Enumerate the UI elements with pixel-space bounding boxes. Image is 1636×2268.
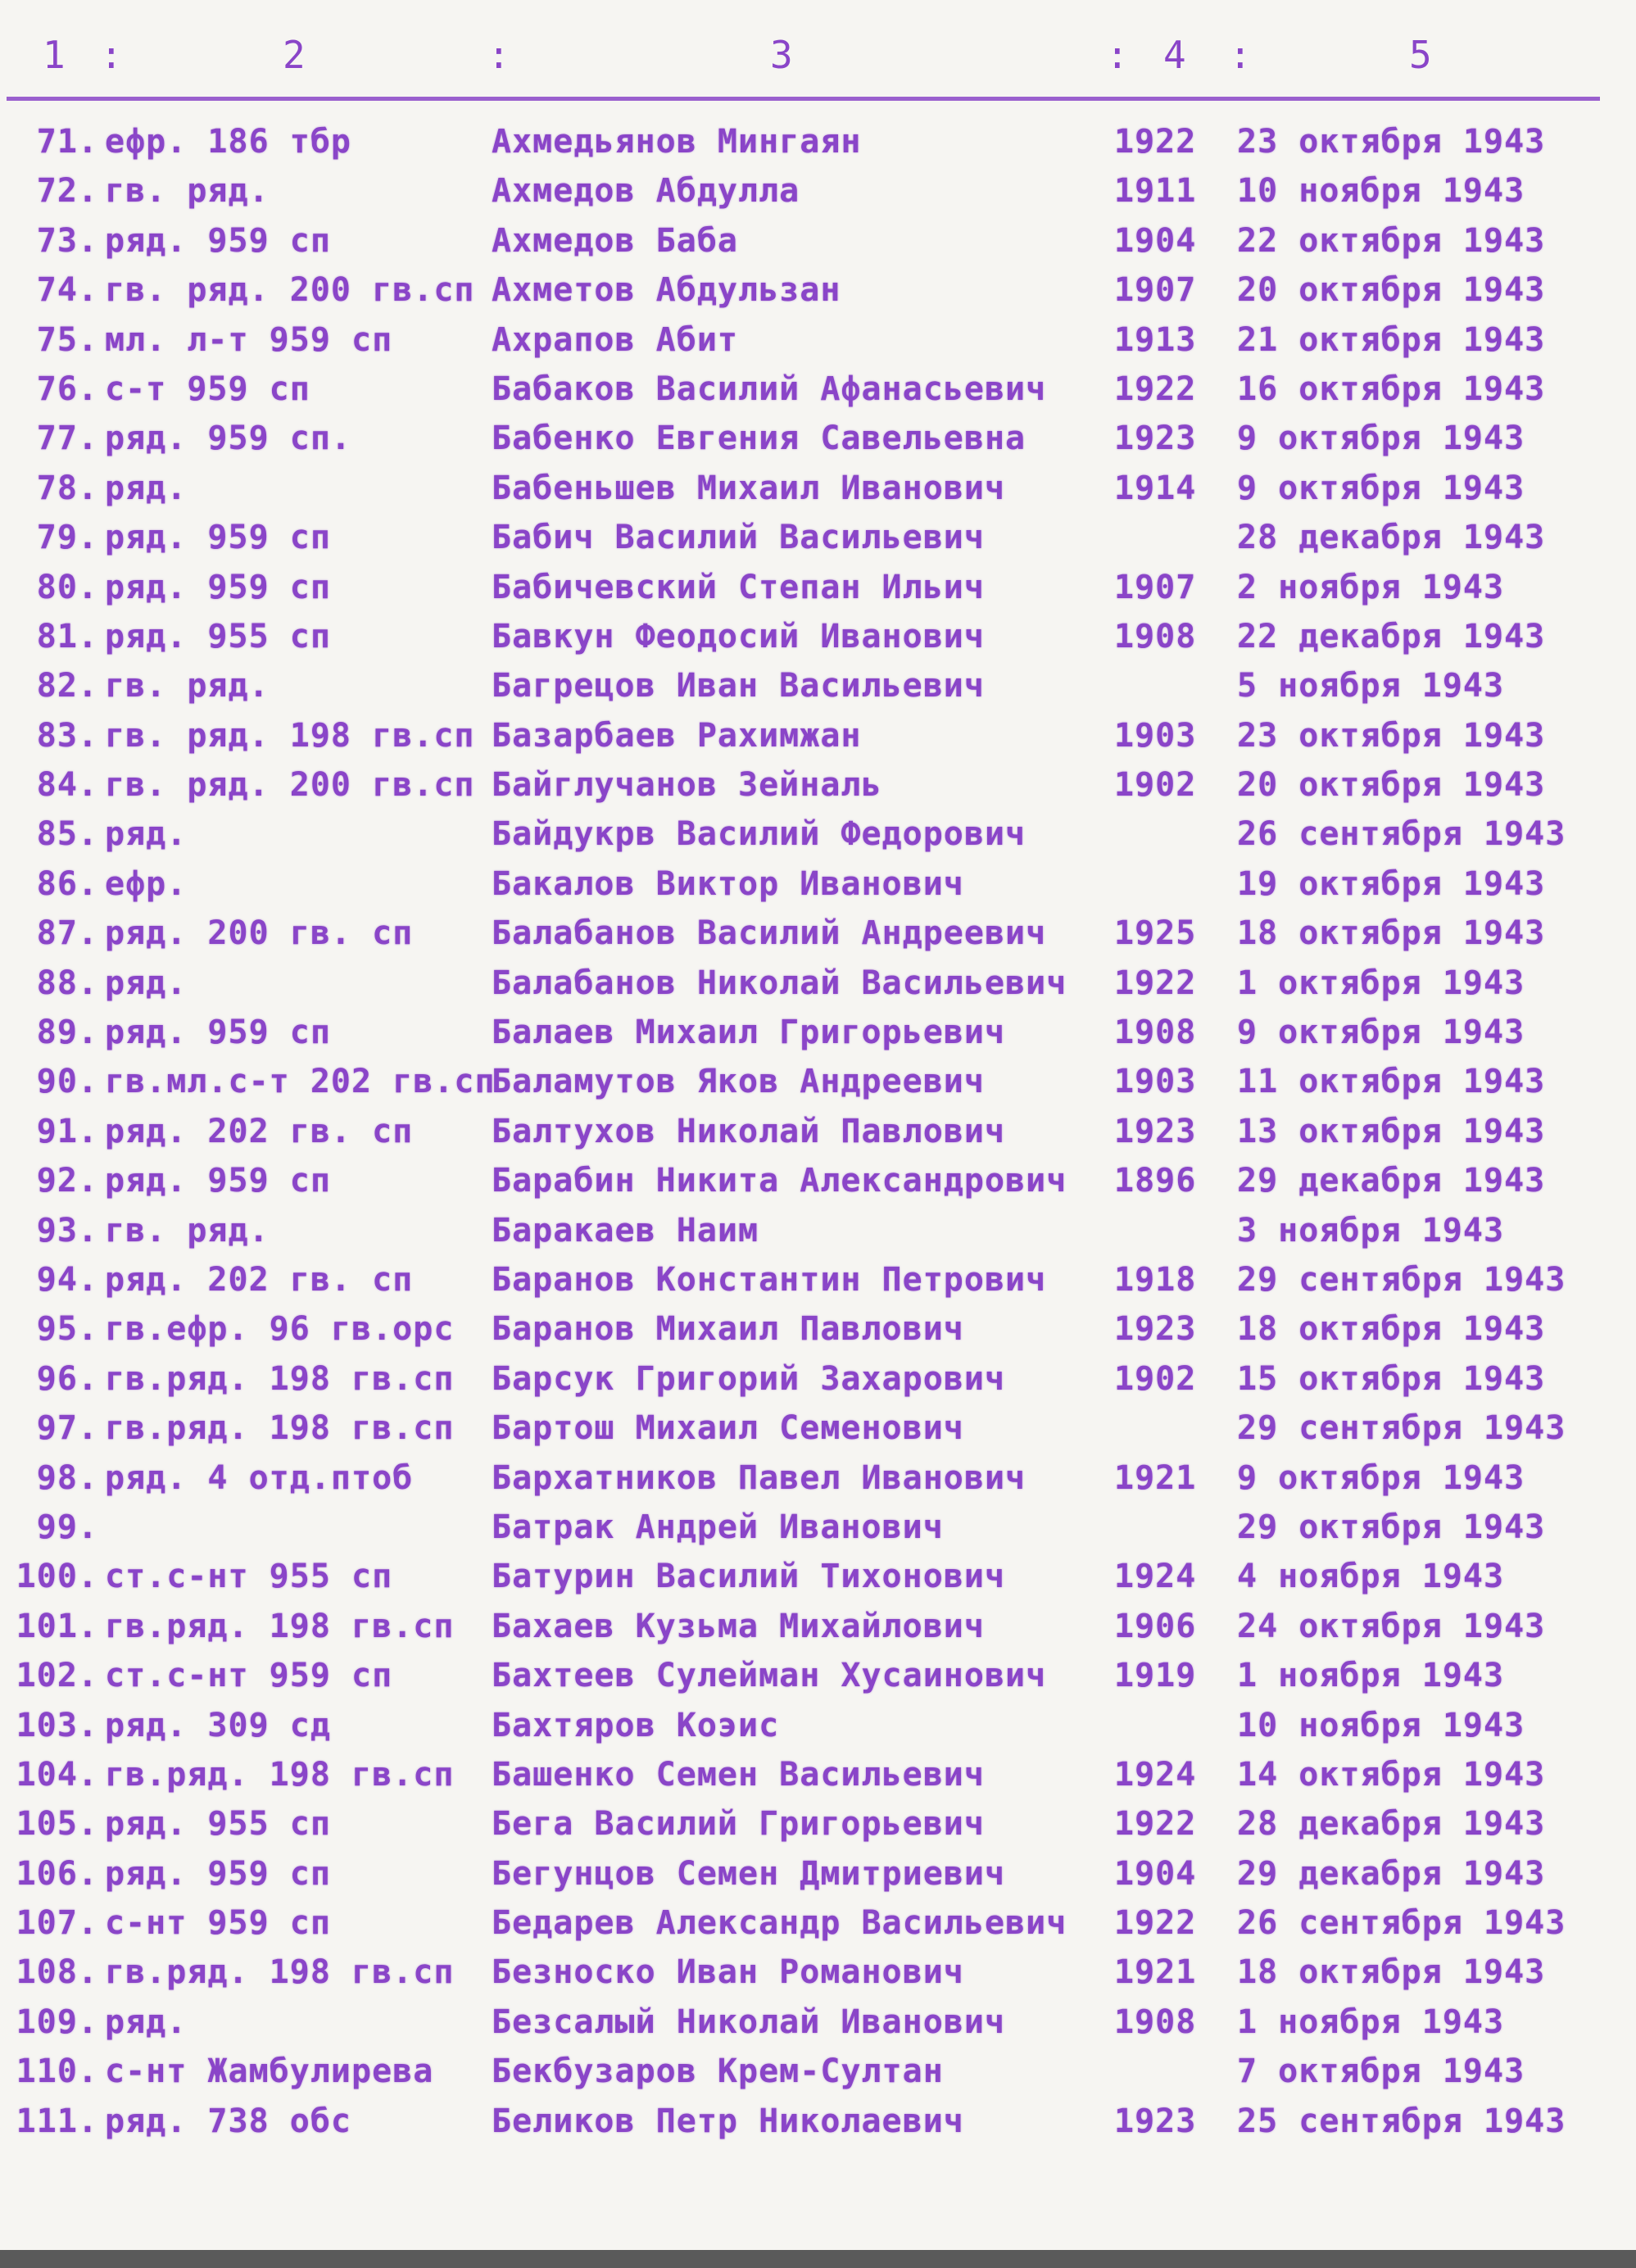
rank-unit: ряд. 738 обс	[105, 2102, 351, 2140]
rank-unit: ряд. 202 гв. сп	[105, 1112, 414, 1150]
full-name: Баламутов Яков Андреевич	[492, 1063, 985, 1101]
death-date: 4 ноября 1943	[1237, 1558, 1505, 1596]
full-name: Багрецов Иван Васильевич	[492, 667, 985, 705]
table-row	[0, 420, 1636, 469]
rank-unit: ряд. 959 сп	[105, 568, 331, 606]
full-name: Ахмедьянов Мингаян	[492, 123, 862, 161]
table-row	[0, 815, 1636, 864]
full-name: Бабенко Евгения Савельевна	[492, 420, 1026, 458]
row-number: 73.	[36, 221, 98, 260]
table-row	[0, 964, 1636, 1014]
full-name: Бекбузаров Крем-Султан	[492, 2053, 944, 2091]
birth-year: 1922	[1114, 370, 1197, 408]
full-name: Баранов Константин Петрович	[492, 1260, 1047, 1299]
death-date: 24 октября 1943	[1237, 1607, 1546, 1645]
rank-unit: ряд.	[105, 815, 188, 854]
table-row	[0, 1162, 1636, 1211]
row-number: 81.	[36, 617, 98, 655]
column-header-5: 5	[1409, 33, 1434, 77]
birth-year: 1907	[1114, 271, 1197, 310]
full-name: Баранов Михаил Павлович	[492, 1310, 964, 1349]
rank-unit: с-нт Жамбулирева	[105, 2053, 434, 2091]
rank-unit: гв.ряд. 198 гв.сп	[105, 1755, 455, 1794]
full-name: Беликов Петр Николаевич	[492, 2102, 964, 2140]
rank-unit: ряд. 955 сп	[105, 617, 331, 655]
rank-unit: гв. ряд.	[105, 172, 270, 211]
death-date: 13 октября 1943	[1237, 1112, 1546, 1150]
full-name: Бахаев Кузьма Михайлович	[492, 1607, 985, 1645]
column-separator: :	[487, 33, 512, 77]
row-number: 82.	[36, 667, 98, 705]
birth-year: 1922	[1114, 1904, 1197, 1943]
death-date: 14 октября 1943	[1237, 1755, 1546, 1794]
birth-year: 1908	[1114, 1014, 1197, 1052]
table-row	[0, 1805, 1636, 1854]
death-date: 21 октября 1943	[1237, 320, 1546, 359]
full-name: Башенко Семен Васильевич	[492, 1755, 985, 1794]
row-number: 111.	[16, 2102, 98, 2140]
rank-unit: гв. ряд. 198 гв.сп	[105, 716, 475, 755]
table-row	[0, 321, 1636, 370]
rank-unit: гв. ряд.	[105, 667, 270, 705]
table-row	[0, 1113, 1636, 1162]
full-name: Ахмедов Абдулла	[492, 172, 800, 211]
birth-year: 1921	[1114, 1458, 1197, 1497]
rank-unit: гв. ряд. 200 гв.сп	[105, 766, 475, 805]
table-row	[0, 1657, 1636, 1706]
table-row	[0, 766, 1636, 815]
row-number: 83.	[36, 716, 98, 755]
birth-year: 1904	[1114, 221, 1197, 260]
rank-unit: с-т 959 сп	[105, 370, 310, 408]
row-number: 103.	[16, 1706, 98, 1744]
death-date: 3 ноября 1943	[1237, 1211, 1505, 1250]
death-date: 9 октября 1943	[1237, 469, 1525, 507]
row-number: 87.	[36, 914, 98, 953]
table-row	[0, 469, 1636, 519]
rank-unit: ефр.	[105, 864, 188, 903]
row-number: 94.	[36, 1260, 98, 1299]
full-name: Батрак Андрей Иванович	[492, 1508, 944, 1546]
row-number: 99.	[36, 1508, 98, 1546]
table-row	[0, 1707, 1636, 1756]
full-name: Батурин Василий Тихонович	[492, 1558, 1006, 1596]
table-row	[0, 172, 1636, 221]
row-number: 76.	[36, 370, 98, 408]
row-number: 91.	[36, 1112, 98, 1150]
table-row	[0, 1212, 1636, 1261]
death-date: 7 октября 1943	[1237, 2053, 1525, 2091]
row-number: 96.	[36, 1359, 98, 1398]
row-number: 106.	[16, 1854, 98, 1893]
death-date: 1 ноября 1943	[1237, 2003, 1505, 2041]
row-number: 108.	[16, 1953, 98, 1992]
full-name: Бега Василий Григорьевич	[492, 1805, 985, 1844]
death-date: 22 октября 1943	[1237, 221, 1546, 260]
full-name: Байдукрв Василий Федорович	[492, 815, 1026, 854]
full-name: Баракаев Наим	[492, 1211, 759, 1250]
table-row	[0, 914, 1636, 964]
full-name: Бахтеев Сулейман Хусаинович	[492, 1657, 1047, 1695]
birth-year: 1911	[1114, 172, 1197, 211]
column-separator: :	[1106, 33, 1131, 77]
table-row	[0, 717, 1636, 766]
table-row	[0, 1409, 1636, 1458]
full-name: Бабеньшев Михаил Иванович	[492, 469, 1006, 507]
row-number: 85.	[36, 815, 98, 854]
table-row	[0, 1261, 1636, 1310]
birth-year: 1923	[1114, 1310, 1197, 1349]
row-number: 89.	[36, 1014, 98, 1052]
rank-unit: ряд.	[105, 469, 188, 507]
death-date: 19 октября 1943	[1237, 864, 1546, 903]
table-row	[0, 1014, 1636, 1063]
full-name: Балабанов Николай Васильевич	[492, 964, 1067, 1002]
rank-unit: ряд. 309 сд	[105, 1706, 331, 1744]
row-number: 75.	[36, 320, 98, 359]
rank-unit: гв. ряд. 200 гв.сп	[105, 271, 475, 310]
birth-year: 1922	[1114, 123, 1197, 161]
birth-year: 1923	[1114, 1112, 1197, 1150]
full-name: Безноско Иван Романович	[492, 1953, 964, 1992]
table-row	[0, 1855, 1636, 1904]
birth-year: 1914	[1114, 469, 1197, 507]
row-number: 92.	[36, 1162, 98, 1200]
full-name: Барабин Никита Александрович	[492, 1162, 1067, 1200]
row-number: 105.	[16, 1805, 98, 1844]
full-name: Балтухов Николай Павлович	[492, 1112, 1006, 1150]
birth-year: 1903	[1114, 716, 1197, 755]
death-date: 29 декабря 1943	[1237, 1162, 1546, 1200]
full-name: Бедарев Александр Васильевич	[492, 1904, 1067, 1943]
rank-unit: ст.с-нт 955 сп	[105, 1558, 393, 1596]
birth-year: 1918	[1114, 1260, 1197, 1299]
column-header-4: 4	[1163, 33, 1188, 77]
birth-year: 1913	[1114, 320, 1197, 359]
table-row	[0, 1360, 1636, 1409]
death-date: 23 октября 1943	[1237, 123, 1546, 161]
rank-unit: с-нт 959 сп	[105, 1904, 331, 1943]
row-number: 79.	[36, 519, 98, 557]
birth-year: 1924	[1114, 1755, 1197, 1794]
rank-unit: ряд. 200 гв. сп	[105, 914, 414, 953]
death-date: 9 октября 1943	[1237, 1458, 1525, 1497]
death-date: 10 ноября 1943	[1237, 172, 1525, 211]
table-row	[0, 1459, 1636, 1508]
rank-unit: ряд. 959 сп	[105, 1162, 331, 1200]
row-number: 98.	[36, 1458, 98, 1497]
full-name: Бабаков Василий Афанасьевич	[492, 370, 1047, 408]
full-name: Бахтяров Коэис	[492, 1706, 780, 1744]
death-date: 18 октября 1943	[1237, 1953, 1546, 1992]
rank-unit: ряд. 4 отд.птоб	[105, 1458, 414, 1497]
table-row	[0, 2003, 1636, 2053]
rank-unit: ряд. 959 сп.	[105, 420, 351, 458]
table-row	[0, 667, 1636, 716]
column-separator: :	[1229, 33, 1253, 77]
header-underline	[7, 97, 1600, 101]
table-row	[0, 569, 1636, 618]
table-row	[0, 618, 1636, 667]
death-date: 20 октября 1943	[1237, 766, 1546, 805]
death-date: 25 сентября 1943	[1237, 2102, 1566, 2140]
death-date: 18 октября 1943	[1237, 914, 1546, 953]
rank-unit: гв.ряд. 198 гв.сп	[105, 1953, 455, 1992]
birth-year: 1902	[1114, 766, 1197, 805]
birth-year: 1908	[1114, 2003, 1197, 2041]
death-date: 2 ноября 1943	[1237, 568, 1505, 606]
full-name: Бакалов Виктор Иванович	[492, 864, 964, 903]
column-header-3: 3	[770, 33, 795, 77]
birth-year: 1922	[1114, 964, 1197, 1002]
table-row	[0, 2053, 1636, 2102]
rank-unit: гв.ефр. 96 гв.орс	[105, 1310, 455, 1349]
row-number: 77.	[36, 420, 98, 458]
row-number: 109.	[16, 2003, 98, 2041]
birth-year: 1907	[1114, 568, 1197, 606]
full-name: Ахрапов Абит	[492, 320, 738, 359]
death-date: 1 октября 1943	[1237, 964, 1525, 1002]
row-number: 97.	[36, 1409, 98, 1448]
birth-year: 1921	[1114, 1953, 1197, 1992]
row-number: 84.	[36, 766, 98, 805]
scan-bottom-edge	[0, 2250, 1636, 2268]
rank-unit: гв.мл.с-т 202 гв.сп	[105, 1063, 496, 1101]
row-number: 90.	[36, 1063, 98, 1101]
table-row	[0, 370, 1636, 420]
table-row	[0, 1310, 1636, 1359]
row-number: 102.	[16, 1657, 98, 1695]
rank-unit: ряд. 955 сп	[105, 1805, 331, 1844]
full-name: Балабанов Василий Андреевич	[492, 914, 1047, 953]
rank-unit: ефр. 186 тбр	[105, 123, 351, 161]
table-row	[0, 519, 1636, 568]
rank-unit: гв. ряд.	[105, 1211, 270, 1250]
table-row	[0, 222, 1636, 271]
row-number: 71.	[36, 123, 98, 161]
death-date: 23 октября 1943	[1237, 716, 1546, 755]
death-date: 29 сентября 1943	[1237, 1409, 1566, 1448]
full-name: Базарбаев Рахимжан	[492, 716, 862, 755]
row-number: 100.	[16, 1558, 98, 1596]
row-number: 107.	[16, 1904, 98, 1943]
casualty-list-table	[0, 123, 1636, 2152]
birth-year: 1924	[1114, 1558, 1197, 1596]
table-row	[0, 865, 1636, 914]
death-date: 11 октября 1943	[1237, 1063, 1546, 1101]
column-header-row	[0, 33, 1636, 98]
table-row	[0, 1608, 1636, 1657]
death-date: 9 октября 1943	[1237, 420, 1525, 458]
full-name: Ахмедов Баба	[492, 221, 738, 260]
row-number: 93.	[36, 1211, 98, 1250]
birth-year: 1908	[1114, 617, 1197, 655]
rank-unit: ряд. 959 сп	[105, 1854, 331, 1893]
table-row	[0, 2102, 1636, 2152]
rank-unit: ряд. 959 сп	[105, 221, 331, 260]
birth-year: 1923	[1114, 420, 1197, 458]
rank-unit: ряд.	[105, 2003, 188, 2041]
death-date: 10 ноября 1943	[1237, 1706, 1525, 1744]
table-row	[0, 1063, 1636, 1112]
row-number: 95.	[36, 1310, 98, 1349]
column-header-2: 2	[283, 33, 307, 77]
full-name: Байглучанов Зейналь	[492, 766, 882, 805]
column-separator: :	[100, 33, 125, 77]
birth-year: 1896	[1114, 1162, 1197, 1200]
row-number: 78.	[36, 469, 98, 507]
death-date: 16 октября 1943	[1237, 370, 1546, 408]
row-number: 104.	[16, 1755, 98, 1794]
death-date: 29 сентября 1943	[1237, 1260, 1566, 1299]
table-row	[0, 271, 1636, 320]
death-date: 29 октября 1943	[1237, 1508, 1546, 1546]
row-number: 110.	[16, 2053, 98, 2091]
full-name: Ахметов Абдульзан	[492, 271, 841, 310]
birth-year: 1923	[1114, 2102, 1197, 2140]
death-date: 26 сентября 1943	[1237, 815, 1566, 854]
full-name: Бегунцов Семен Дмитриевич	[492, 1854, 1006, 1893]
full-name: Безсалый Николай Иванович	[492, 2003, 1006, 2041]
death-date: 9 октября 1943	[1237, 1014, 1525, 1052]
death-date: 22 декабря 1943	[1237, 617, 1546, 655]
rank-unit: гв.ряд. 198 гв.сп	[105, 1409, 455, 1448]
table-row	[0, 1508, 1636, 1558]
death-date: 15 октября 1943	[1237, 1359, 1546, 1398]
death-date: 28 декабря 1943	[1237, 1805, 1546, 1844]
death-date: 29 декабря 1943	[1237, 1854, 1546, 1893]
birth-year: 1904	[1114, 1854, 1197, 1893]
death-date: 18 октября 1943	[1237, 1310, 1546, 1349]
full-name: Бартош Михаил Семенович	[492, 1409, 964, 1448]
birth-year: 1902	[1114, 1359, 1197, 1398]
row-number: 74.	[36, 271, 98, 310]
rank-unit: ряд. 202 гв. сп	[105, 1260, 414, 1299]
full-name: Бабичевский Степан Ильич	[492, 568, 985, 606]
birth-year: 1919	[1114, 1657, 1197, 1695]
rank-unit: ряд.	[105, 964, 188, 1002]
rank-unit: ряд. 959 сп	[105, 519, 331, 557]
table-row	[0, 123, 1636, 172]
table-row	[0, 1953, 1636, 2003]
table-row	[0, 1756, 1636, 1805]
birth-year: 1903	[1114, 1063, 1197, 1101]
death-date: 26 сентября 1943	[1237, 1904, 1566, 1943]
row-number: 101.	[16, 1607, 98, 1645]
death-date: 5 ноября 1943	[1237, 667, 1505, 705]
full-name: Бабич Василий Васильевич	[492, 519, 985, 557]
row-number: 88.	[36, 964, 98, 1002]
rank-unit: гв.ряд. 198 гв.сп	[105, 1607, 455, 1645]
column-header-1: 1	[43, 33, 67, 77]
full-name: Барсук Григорий Захарович	[492, 1359, 1006, 1398]
rank-unit: гв.ряд. 198 гв.сп	[105, 1359, 455, 1398]
rank-unit: мл. л-т 959 сп	[105, 320, 393, 359]
full-name: Бавкун Феодосий Иванович	[492, 617, 985, 655]
rank-unit: ст.с-нт 959 сп	[105, 1657, 393, 1695]
death-date: 1 ноября 1943	[1237, 1657, 1505, 1695]
birth-year: 1922	[1114, 1805, 1197, 1844]
row-number: 86.	[36, 864, 98, 903]
table-row	[0, 1904, 1636, 1953]
row-number: 80.	[36, 568, 98, 606]
table-row	[0, 1558, 1636, 1607]
rank-unit: ряд. 959 сп	[105, 1014, 331, 1052]
birth-year: 1906	[1114, 1607, 1197, 1645]
full-name: Балаев Михаил Григорьевич	[492, 1014, 1006, 1052]
death-date: 20 октября 1943	[1237, 271, 1546, 310]
row-number: 72.	[36, 172, 98, 211]
full-name: Бархатников Павел Иванович	[492, 1458, 1026, 1497]
death-date: 28 декабря 1943	[1237, 519, 1546, 557]
birth-year: 1925	[1114, 914, 1197, 953]
